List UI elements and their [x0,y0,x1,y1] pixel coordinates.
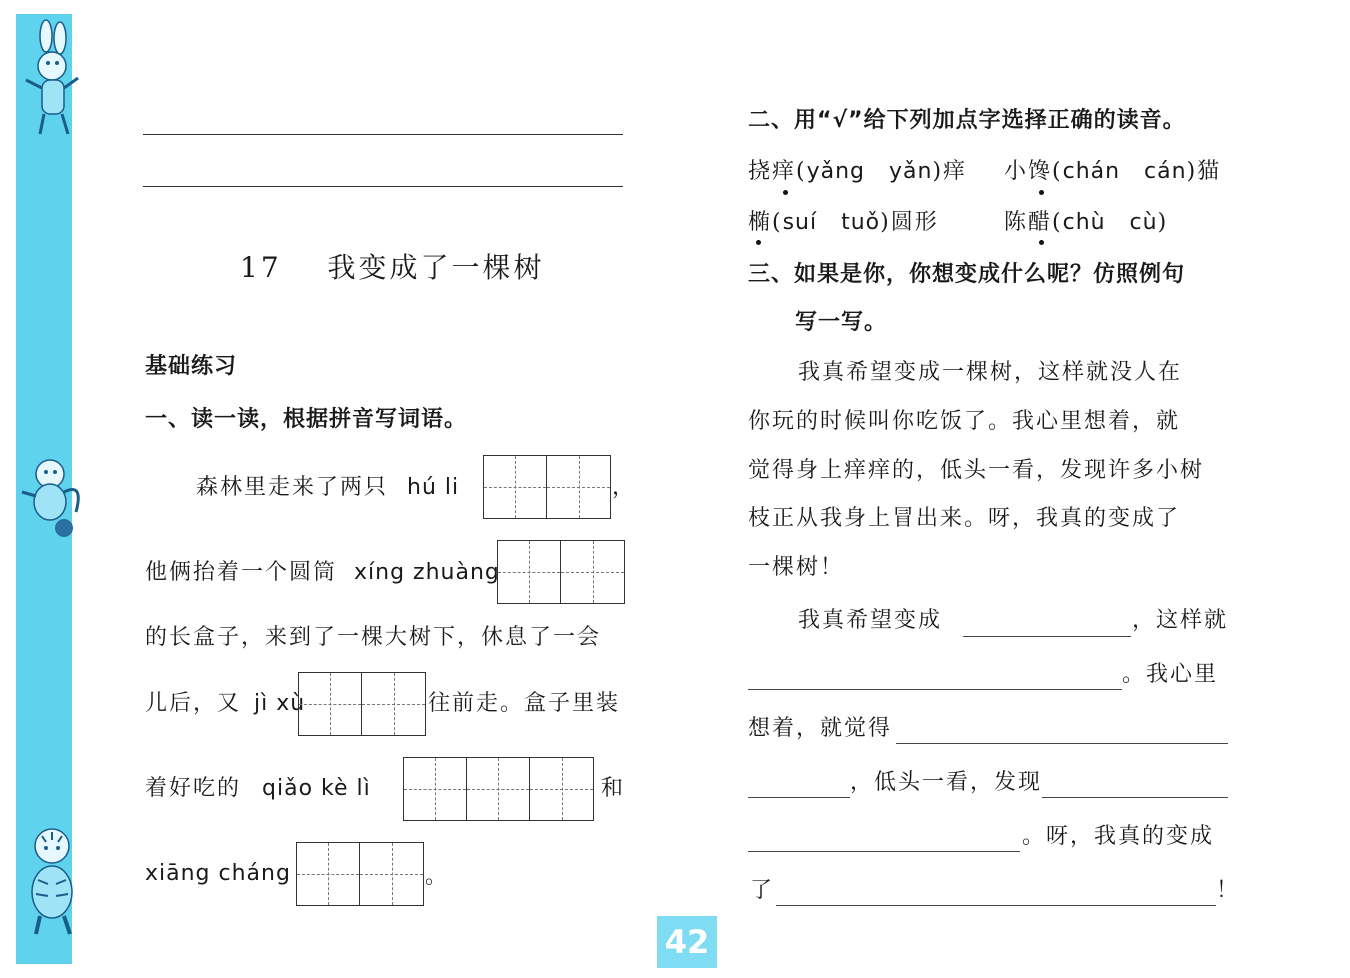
fill-seg-4: 想着，就觉得 [748,716,893,741]
example-line-3: 觉得身上痒痒的，低头一看，发现许多小树 [748,458,1205,483]
blank-line [143,134,623,135]
answer-grid[interactable] [483,455,611,519]
fill-seg-8: ！ [1216,878,1241,903]
q1-line-2 [145,558,500,588]
answer-grid[interactable] [296,842,424,906]
squirrel-cartoon-icon [14,452,86,542]
q2-item-1-options[interactable]: yǎng yǎn [806,159,933,184]
q2-item-2 [1004,157,1221,187]
emphasis-dot [1039,240,1044,245]
q1-line-5-after: 和 [601,776,626,801]
punctuation: ， [612,475,637,500]
q1-line-4-text: 儿后，又 [145,691,242,716]
emphasis-dot [756,240,761,245]
example-line-1: 我真希望变成一棵树，这样就没人在 [798,360,1183,385]
fill-blank[interactable] [776,905,1216,906]
q3-title-line-2: 写一写。 [795,310,888,335]
q1-line-3: 的长盒子，来到了一棵大树下，休息了一会 [145,625,602,650]
answer-grid[interactable] [298,672,426,736]
example-line-4: 枝正从我身上冒出来。呀，我真的变成了 [748,506,1181,531]
q1-line-6-after: 。 [425,864,450,889]
fill-blank[interactable] [748,797,850,798]
emphasis-dot [783,190,788,195]
fill-seg-2: ，这样就 [1132,608,1229,633]
fill-seg-1: 我真希望变成 [798,608,943,633]
q1-line-1 [196,473,459,503]
lesson-title-text: 我变成了一棵树 [327,251,545,284]
q1-pinyin-2: xíng zhuàng [354,560,500,585]
q2-item-1-prefix: 挠痒( [748,159,807,184]
example-line-5: 一棵树！ [748,555,845,580]
fill-seg-5: ，低头一看，发现 [850,770,1043,795]
fill-blank[interactable] [963,636,1131,637]
blank-line [143,186,623,187]
answer-grid[interactable] [497,540,625,604]
example-line-2: 你玩的时候叫你吃饭了。我心里想着，就 [748,409,1181,434]
fill-blank[interactable] [896,743,1228,744]
q3-title-line-1: 三、如果是你，你想变成什么呢？仿照例句 [748,262,1186,287]
q2-item-2-options[interactable]: chán cán [1062,159,1187,184]
q2-item-2-suffix: )猫 [1186,159,1222,184]
page-number: 42 [657,916,717,968]
fill-blank[interactable] [748,851,1020,852]
q2-item-4 [1004,208,1168,238]
q1-pinyin-1: hú li [407,475,460,500]
q2-item-3-suffix: )圆形 [880,210,939,235]
q1-line-4-after: 往前走。盒子里装 [428,691,621,716]
lesson-title [240,250,544,286]
q2-title: 二、用“√”给下列加点字选择正确的读音。 [748,108,1186,133]
q1-pinyin-5: qiǎo kè lì [262,776,371,801]
q2-item-3-options[interactable]: suí tuǒ [782,210,881,235]
q2-item-4-suffix: ) [1157,210,1169,235]
rabbit-cartoon-icon [14,18,86,140]
q2-item-3-prefix: 椭( [748,210,783,235]
q1-line-4 [145,689,305,719]
q2-item-1-suffix: )痒 [932,159,968,184]
section-heading: 基础练习 [145,354,238,379]
fill-blank[interactable] [1042,797,1228,798]
answer-grid[interactable] [403,757,594,821]
fill-seg-7: 了 [750,878,775,903]
q2-item-4-options[interactable]: chù cù [1062,210,1158,235]
q1-line-5-text: 着好吃的 [145,776,242,801]
fill-blank[interactable] [748,689,1122,690]
lesson-number: 17 [240,251,282,284]
emphasis-dot [1039,190,1044,195]
q2-item-3 [748,208,939,238]
q2-item-1 [748,157,967,187]
q1-line-5 [145,774,371,804]
tiger-cartoon-icon [14,822,86,942]
q1-pinyin-6: xiāng cháng [145,861,291,886]
q1-title: 一、读一读，根据拼音写词语。 [145,407,468,432]
q1-line-1-text: 森林里走来了两只 [196,475,389,500]
q1-line-2-text: 他俩抬着一个圆筒 [145,560,338,585]
q2-item-4-prefix: 陈醋( [1004,210,1063,235]
q1-pinyin-4: jì xù [254,691,306,716]
fill-seg-3: 。我心里 [1122,662,1219,687]
fill-seg-6: 。呀，我真的变成 [1022,824,1215,849]
q2-item-2-prefix: 小馋( [1004,159,1063,184]
